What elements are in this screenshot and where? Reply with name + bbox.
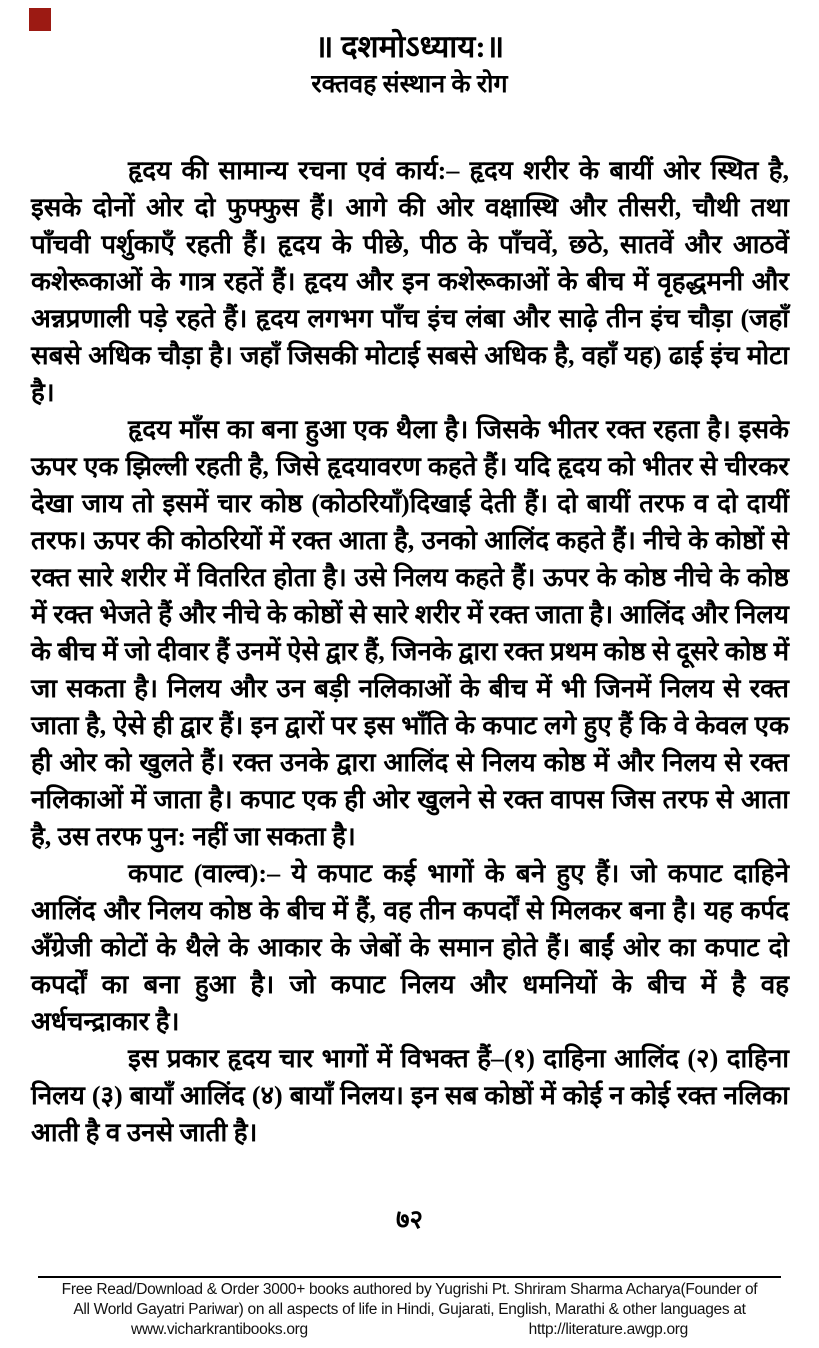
footer-links: [0, 1320, 819, 1340]
paragraph-1-text: हृदय शरीर के बायीं ओर स्थित है, इसके दोनों ओर दो फुफ्फुस हैं। आगे की ओर वक्षास्थि और तीसरी, चौथी तथा पाँचवी पर्शुकाएँ रहती हैं। हृदय के पीछे, पीठ के पाँचवें, छठे, सातवें और आठवें कशेरूकाओं के गात्र रहतें हैं। हृदय और इन कशेरूकाओं के बीच में वृहद्धमनी और अन्नप्रणाली पड़े रहते हैं। हृदय लगभग पाँच इंच लंबा और साढ़े तीन इंच चौड़ा (जहाँ सबसे अधिक चौड़ा है। जहाँ जिसकी मोटाई सबसे अधिक है, वहाँ यह) ढाई इंच मोटा है।: [31, 156, 790, 407]
page-number: ७२: [395, 1205, 424, 1234]
chapter-header: [0, 26, 819, 102]
footer-line-2: All World Gayatri Pariwar) on all aspects of life in Hindi, Gujarati, English, Marathi & other languages at: [73, 1301, 746, 1318]
footer-url-literature-awgp: http://literature.awgp.org: [528, 1321, 688, 1338]
footer: [0, 1276, 819, 1340]
footer-url-vicharkrantibooks: www.vicharkrantibooks.org: [131, 1321, 308, 1338]
paragraph-1: [31, 152, 789, 411]
paragraph-4-text: इस प्रकार हृदय चार भागों में विभक्त हैं–(१) दाहिना आलिंद (२) दाहिना निलय (३) बायाँ आलिंद (४) बायाँ निलय। इन सब कोष्ठों में कोई न कोई रक्त नलिका आती है व उनसे जाती है।: [31, 1044, 789, 1147]
chapter-subtitle: रक्तवह संस्थान के रोग: [311, 71, 508, 98]
paragraph-1-lead: हृदय की सामान्य रचना एवं कार्य:–: [128, 156, 460, 185]
footer-divider: [38, 1276, 781, 1278]
paragraph-3: [31, 855, 789, 1040]
paragraph-3-text: ये कपाट कई भागों के बने हुए हैं। जो कपाट दाहिने आलिंद और निलय कोष्ठ के बीच में हैं, वह तीन कपर्दों से मिलकर बना है। यह कर्पद अँग्रेजी कोटों के थैले के आकार के जेबों के समान होते हैं। बाईं ओर का कपाट दो कपर्दों का बना हुआ है। जो कपाट निलय और धमनियों के बीच में है वह अर्धचन्द्राकार है।: [31, 859, 790, 1036]
body-text: [31, 152, 789, 1151]
paragraph-3-lead: कपाट (वाल्व):–: [128, 859, 281, 888]
footer-line-1: Free Read/Download & Order 3000+ books authored by Yugrishi Pt. Shriram Sharma Acharya(Founder of: [61, 1281, 758, 1298]
paragraph-2-text: हृदय माँस का बना हुआ एक थैला है। जिसके भीतर रक्त रहता है। इसके ऊपर एक झिल्ली रहती है, जिसे हृदयावरण कहते हैं। यदि हृदय को भीतर से चीरकर देखा जाय तो इसमें चार कोष्ठ (कोठरियाँ)दिखाई देती हैं। दो बायीं तरफ व दो दायीं तरफ। ऊपर की कोठरियों में रक्त आता है, उनको आलिंद कहते हैं। नीचे के कोष्ठों से रक्त सारे शरीर में वितरित होता है। उसे निलय कहते हैं। ऊपर के कोष्ठ नीचे के कोष्ठ में रक्त भेजते हैं और नीचे के कोष्ठों से सारे शरीर में रक्त जाता है। आलिंद और निलय के बीच में जो दीवार हैं उनमें ऐसे द्वार हैं, जिनके द्वारा रक्त प्रथम कोष्ठ से दूसरे कोष्ठ में जा सकता है। निलय और उन बड़ी नलिकाओं के बीच में भी जिनमें निलय से रक्त जाता है, ऐसे ही द्वार हैं। इन द्वारों पर इस भाँति के कपाट लगे हुए हैं कि वे केवल एक ही ओर को खुलते हैं। रक्त उनके द्वारा आलिंद से निलय कोष्ठ में और निलय से रक्त नलिकाओं में जाता है। कपाट एक ही ओर खुलने से रक्त वापस जिस तरफ से आता है, उस तरफ पुन: नहीं जा सकता है।: [31, 415, 789, 851]
paragraph-2: [31, 411, 789, 855]
paragraph-4: [31, 1040, 789, 1151]
chapter-title: ॥ दशमोऽध्याय:॥: [314, 29, 505, 64]
